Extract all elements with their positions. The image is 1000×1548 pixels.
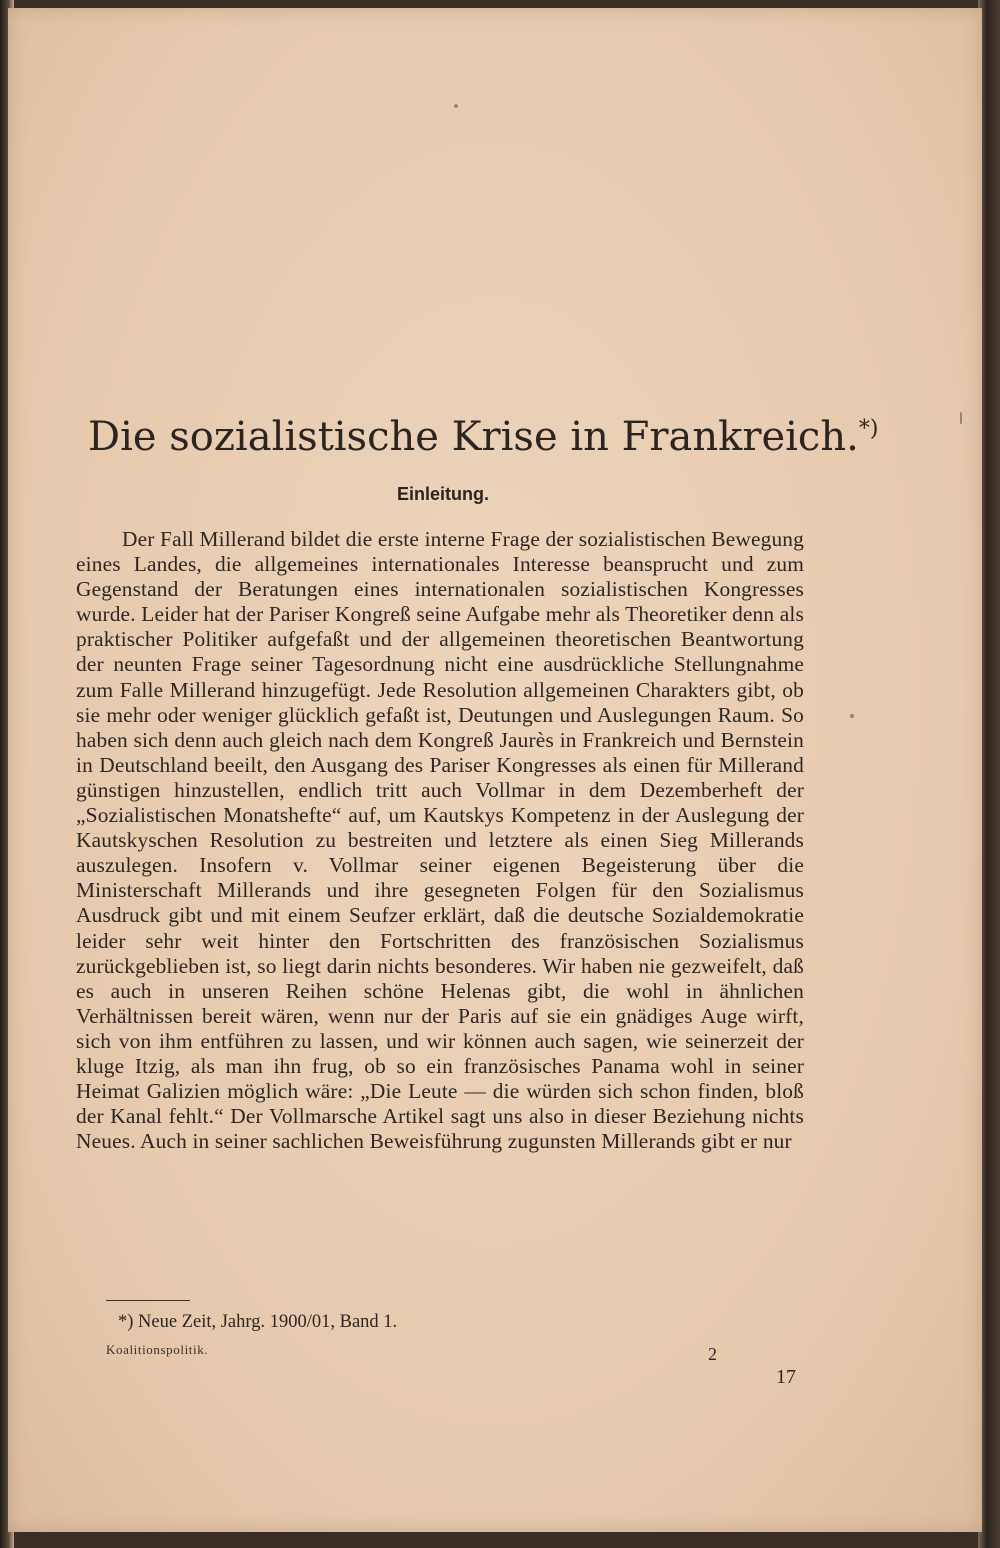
signature-number: 2: [708, 1344, 717, 1364]
footnote-rule: [106, 1300, 190, 1301]
footnote: *) Neue Zeit, Jahrg. 1900/01, Band 1.: [118, 1312, 398, 1332]
paper-speck: [850, 714, 854, 718]
title-footnote-marker: *): [858, 416, 879, 442]
section-heading: Einleitung.: [397, 484, 489, 504]
running-foot: Koalitionspolitik.: [106, 1342, 209, 1357]
title-text: Die sozialistische Krise in Frankreich.: [88, 414, 859, 460]
body-paragraph: Der Fall Millerand bildet die erste interne Frage der sozialistischen Bewegung eines Landes, die allgemeines internationales Interesse beansprucht und zum Gegenstand der Beratungen eines internationalen sozialistischen Kongresses wurde. Leider hat der Pariser Kongreß seine Aufgabe mehr als Theoretiker denn als praktischer Politiker aufgefaßt und der allgemeinen theoretischen Beantwortung der neunten Frage seiner Tagesordnung nicht eine ausdrückliche Stellungnahme zum Falle Millerand hinzugefügt. Jede Resolution allgemeinen Charakters gibt, ob sie mehr oder weniger glücklich gefaßt ist, Deutungen und Auslegungen Raum. So haben sich denn auch gleich nach dem Kongreß Jaurès in Frankreich und Bernstein in Deutschland beeilt, den Ausgang des Pariser Kongresses als einen für Millerand günstigen hinzustellen, endlich tritt auch Vollmar in dem Dezemberheft der „Sozialistischen Monatshefte“ auf, um Kautskys Kompetenz in der Auslegung der Kautskyschen Resolution zu bestreiten und letztere als einen Sieg Millerands auszulegen. Insofern v. Vollmar seiner eigenen Begeisterung über die Ministerschaft Millerands und ihre gesegneten Folgen für den Sozialismus Ausdruck gibt und mit einem Seufzer erklärt, daß die deutsche Sozialdemokratie leider sehr weit hinter den Fortschritten des französischen Sozialismus zurückgeblieben ist, so liegt darin nichts besonderes. Wir haben nie gezweifelt, daß es auch in unseren Reihen schöne Helenas gibt, die wohl in ähnlichen Verhältnissen bereit wären, wenn nur der Paris auf sie ein gnädiges Auge wirft, sich von ihm entführen zu lassen, und wir können auch sagen, wie seinerzeit der kluge Itzig, als man ihn frug, ob so ein französisches Panama wohl in seiner Heimat Galizien möglich wäre: „Die Leute — die würden sich schon finden, bloß der Kanal fehlt.“ Der Vollmarsche Artikel sagt uns also in dieser Beziehung nichts Neues. Auch in seiner sachlichen Beweisführung zugunsten Millerands gibt er nur: [76, 527, 804, 1154]
page-number: 17: [776, 1366, 796, 1388]
page-title: [88, 414, 879, 460]
paper-speck: [960, 412, 962, 424]
paper-speck: [454, 104, 458, 108]
